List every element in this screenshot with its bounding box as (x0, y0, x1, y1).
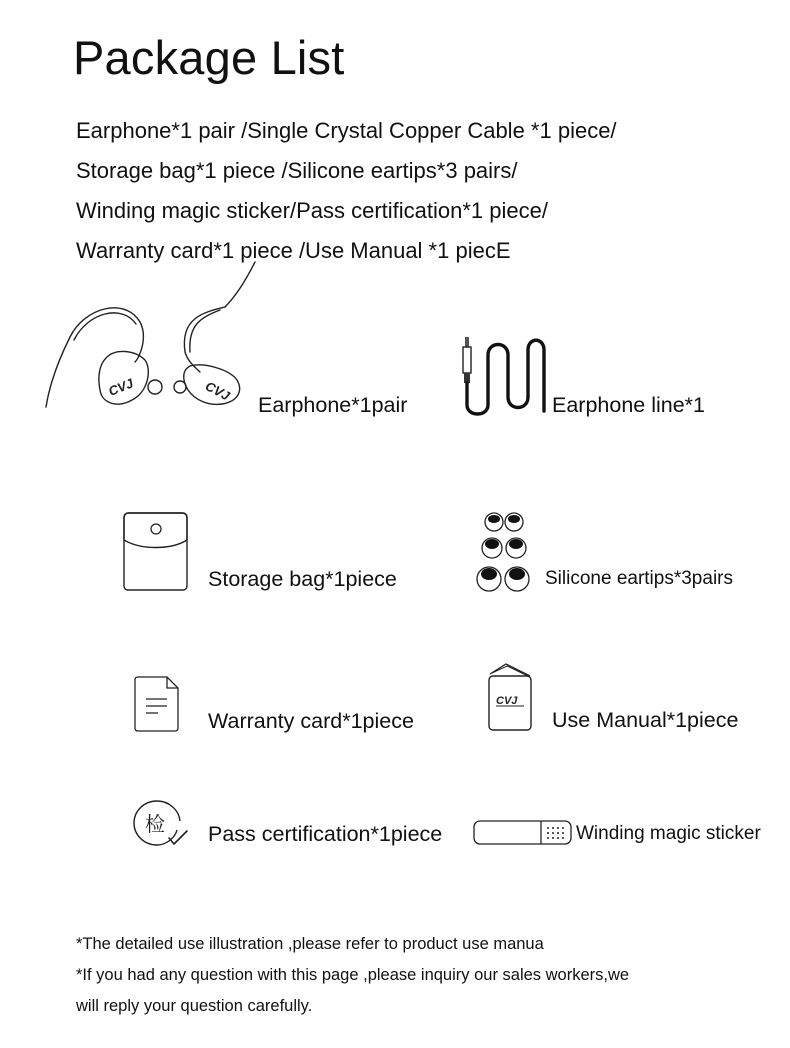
footnote: will reply your question carefully. (76, 997, 313, 1015)
storage-bag-icon (123, 512, 189, 592)
cert-glyph: 检 (145, 812, 165, 836)
certification-icon (133, 800, 189, 848)
footnote: *The detailed use illustration ,please refer to product use manua (76, 935, 544, 953)
summary-line: Warranty card*1 piece /Use Manual *1 piecE (76, 238, 511, 263)
earphone-icon (40, 262, 260, 422)
brand-logo: CVJ (202, 378, 233, 404)
storage-bag-label: Storage bag*1piece (208, 567, 397, 591)
manual-label: Use Manual*1piece (552, 708, 739, 732)
brand-logo: CVJ (496, 695, 518, 707)
pass-cert-label: Pass certification*1piece (208, 822, 443, 846)
sticker-icon (473, 820, 573, 846)
sticker-label: Winding magic sticker (576, 823, 761, 844)
summary-line: Earphone*1 pair /Single Crystal Copper Cable *1 piece/ (76, 118, 617, 143)
earphone-label: Earphone*1pair (258, 393, 408, 417)
manual-icon (486, 660, 534, 734)
brand-logo: CVJ (106, 375, 136, 399)
page-title: Package List (73, 31, 345, 84)
warranty-card-icon (134, 676, 180, 732)
eartips-label: Silicone eartips*3pairs (545, 568, 733, 589)
summary-line: Winding magic sticker/Pass certification*1 piece/ (76, 198, 548, 223)
cable-icon (458, 335, 553, 417)
warranty-label: Warranty card*1piece (208, 709, 414, 733)
eartips-icon (474, 508, 536, 598)
footnote: *If you had any question with this page ,please inquiry our sales workers,we (76, 966, 630, 984)
summary-line: Storage bag*1 piece /Silicone eartips*3 pairs/ (76, 158, 518, 183)
earphone-line-label: Earphone line*1 (552, 393, 706, 417)
